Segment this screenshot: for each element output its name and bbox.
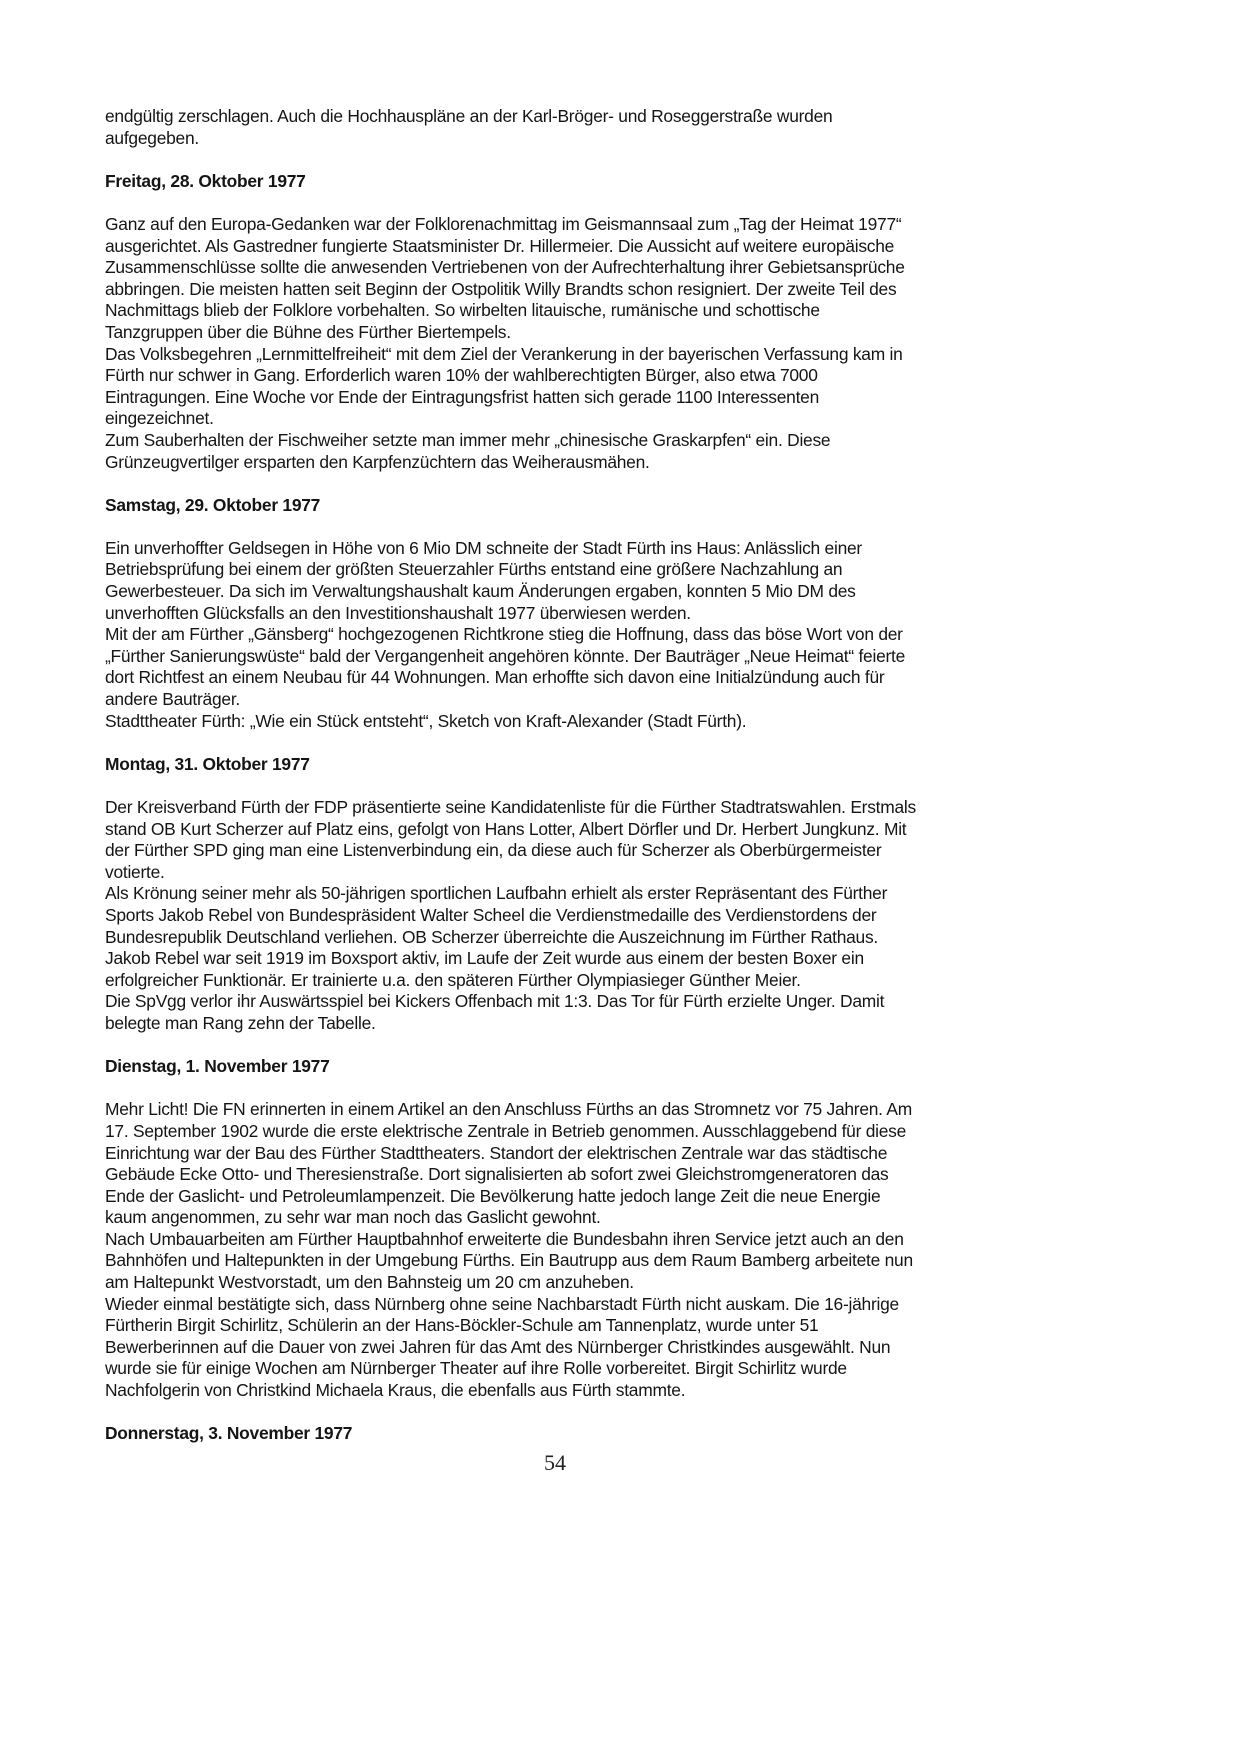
- text-line: Fürtherin Birgit Schirlitz, Schülerin an der Hans-Böckler-Schule am Tannenplatz, wurde unter 51: [105, 1315, 819, 1336]
- section-heading-donnerstag-3-november: Donnerstag, 3. November 1977: [105, 1423, 353, 1444]
- text-line: abbringen. Die meisten hatten seit Beginn der Ostpolitik Willy Brandts schon resigniert. Der zweite Teil des: [105, 278, 897, 299]
- text-line: Fürth nur schwer in Gang. Erforderlich waren 10% der wahlberechtigten Bürger, also etwa 7000: [105, 365, 818, 386]
- section-heading-montag-31-oktober: Montag, 31. Oktober 1977: [105, 753, 310, 774]
- text-line: Wieder einmal bestätigte sich, dass Nürnberg ohne seine Nachbarstadt Fürth nicht auskam. Die 16-jährige: [105, 1293, 899, 1314]
- text-line: andere Bauträger.: [105, 689, 240, 710]
- text-line: Das Volksbegehren „Lernmittelfreiheit“ mit dem Ziel der Verankerung in der bayerischen Verfassung kam in: [105, 343, 903, 364]
- text-line: stand OB Kurt Scherzer auf Platz eins, gefolgt von Hans Lotter, Albert Dörfler und Dr. Herbert Jungkunz. Mit: [105, 818, 907, 839]
- text-line: eingezeichnet.: [105, 408, 214, 429]
- section-body: [105, 214, 1010, 473]
- text-line: Bahnhöfen und Haltepunkten in der Umgebung Fürths. Ein Bautrupp aus dem Raum Bamberg arbeitete nun: [105, 1250, 913, 1271]
- text-line: Mit der am Fürther „Gänsberg“ hochgezogenen Richtkrone stieg die Hoffnung, dass das böse Wort von der: [105, 624, 903, 645]
- text-line: ausgerichtet. Als Gastredner fungierte Staatsminister Dr. Hillermeier. Die Aussicht auf weitere europäische: [105, 235, 895, 256]
- text-line: belegte man Rang zehn der Tabelle.: [105, 1012, 376, 1033]
- section-heading-dienstag-1-november: Dienstag, 1. November 1977: [105, 1056, 330, 1077]
- intro-paragraph: [105, 106, 1010, 149]
- text-line: Die SpVgg verlor ihr Auswärtsspiel bei Kickers Offenbach mit 1:3. Das Tor für Fürth erzielte Unger. Damit: [105, 991, 885, 1012]
- text-line: Ende der Gaslicht- und Petroleumlampenzeit. Die Bevölkerung hatte jedoch lange Zeit die neue Energie: [105, 1185, 881, 1206]
- section-heading-freitag-28-oktober: Freitag, 28. Oktober 1977: [105, 170, 306, 191]
- text-line: Zusammenschlüsse sollte die anwesenden Vertriebenen von der Aufrechterhaltung ihrer Gebietsansprüche: [105, 257, 905, 278]
- text-line: Nach Umbauarbeiten am Fürther Hauptbahnhof erweiterte die Bundesbahn ihren Service jetzt auch an den: [105, 1228, 904, 1249]
- text-line: unverhofften Glücksfalls an den Investitionshaushalt 1977 überwiesen werden.: [105, 602, 691, 623]
- text-line: Tanzgruppen über die Bühne des Fürther Biertempels.: [105, 321, 511, 342]
- text-line: Eintragungen. Eine Woche vor Ende der Eintragungsfrist hatten sich gerade 1100 Interessenten: [105, 386, 819, 407]
- text-line: Stadttheater Fürth: „Wie ein Stück entsteht“, Sketch von Kraft-Alexander (Stadt Fürth).: [105, 710, 747, 731]
- section-heading-samstag-29-oktober: Samstag, 29. Oktober 1977: [105, 494, 321, 515]
- text-line: der Fürther SPD ging man eine Listenverbindung ein, da diese auch für Scherzer als Oberbürgermeister: [105, 840, 882, 861]
- text-line: Gebäude Ecke Otto- und Theresienstraße. Dort signalisierten ab sofort zwei Gleichstromgeneratoren das: [105, 1164, 889, 1185]
- text-line: Gewerbesteuer. Da sich im Verwaltungshaushalt kaum Änderungen ergaben, konnten 5 Mio DM des: [105, 581, 856, 602]
- text-line: Sports Jakob Rebel von Bundespräsident Walter Scheel die Verdienstmedaille des Verdienstordens der: [105, 904, 877, 925]
- text-line: Bewerberinnen auf die Dauer von zwei Jahren für das Amt des Nürnberger Christkindes ausgewählt. Nun: [105, 1336, 891, 1357]
- text-line: 17. September 1902 wurde die erste elektrische Zentrale in Betrieb genommen. Ausschlaggebend für diese: [105, 1120, 907, 1141]
- text-line: Nachfolgerin von Christkind Michaela Kraus, die ebenfalls aus Fürth stammte.: [105, 1380, 686, 1401]
- text-line: erfolgreicher Funktionär. Er trainierte u.a. den späteren Fürther Olympiasieger Günther Meier.: [105, 969, 801, 990]
- section-body: [105, 1099, 1010, 1401]
- section-body: [105, 797, 1010, 1035]
- text-line: Zum Sauberhalten der Fischweiher setzte man immer mehr „chinesische Graskarpfen“ ein. Diese: [105, 429, 831, 450]
- text-line: Der Kreisverband Fürth der FDP präsentierte seine Kandidatenliste für die Fürther Stadtratswahlen. Erstmals: [105, 797, 916, 817]
- text-line: Jakob Rebel war seit 1919 im Boxsport aktiv, im Laufe der Zeit wurde aus einem der besten Boxer ein: [105, 948, 864, 969]
- text-line: Mehr Licht! Die FN erinnerten in einem Artikel an den Anschluss Fürths an das Stromnetz vor 75 Jahren. Am: [105, 1099, 912, 1120]
- text-line: endgültig zerschlagen. Auch die Hochhauspläne an der Karl-Bröger- und Roseggerstraße wurden: [105, 106, 833, 126]
- text-line: Nachmittags blieb der Folklore vorbehalten. So wirbelten litauische, rumänische und schottische: [105, 300, 820, 321]
- text-line: wurde sie für einige Wochen am Nürnberger Theater auf ihre Rolle vorbereitet. Birgit Schirlitz wurde: [105, 1358, 847, 1379]
- text-line: am Haltepunkt Westvorstadt, um den Bahnsteig um 20 cm anzuheben.: [105, 1272, 634, 1293]
- text-line: Ganz auf den Europa-Gedanken war der Folklorenachmittag im Geismannsaal zum „Tag der Heimat 1977“: [105, 213, 902, 234]
- text-line: Grünzeugvertilger ersparten den Karpfenzüchtern das Weiherausmähen.: [105, 451, 650, 472]
- text-line: „Fürther Sanierungswüste“ bald der Vergangenheit angehören könnte. Der Bauträger „Neue Heimat“ feierte: [105, 645, 906, 666]
- document-page: [105, 106, 1010, 1445]
- text-line: Als Krönung seiner mehr als 50-jährigen sportlichen Laufbahn erhielt als erster Repräsentant des Fürther: [105, 883, 888, 904]
- text-line: aufgegeben.: [105, 127, 199, 148]
- text-line: dort Richtfest an einem Neubau für 44 Wohnungen. Man erhoffte sich davon eine Initialzündung auch für: [105, 667, 885, 688]
- text-line: Ein unverhoffter Geldsegen in Höhe von 6 Mio DM schneite der Stadt Fürth ins Haus: Anlässlich einer: [105, 537, 862, 558]
- page-number: 54: [544, 1450, 566, 1475]
- text-line: Einrichtung war der Bau des Fürther Stadttheaters. Standort der elektrischen Zentrale war das städtische: [105, 1142, 888, 1163]
- text-line: Bundesrepublik Deutschland verliehen. OB Scherzer überreichte die Auszeichnung im Fürther Rathaus.: [105, 926, 879, 947]
- section-body: [105, 538, 1010, 732]
- text-line: kaum angenommen, zu sehr war man noch das Gaslicht gewohnt.: [105, 1207, 601, 1228]
- text-line: votierte.: [105, 861, 165, 882]
- text-line: Betriebsprüfung bei einem der größten Steuerzahler Fürths entstand eine größere Nachzahlung an: [105, 559, 843, 580]
